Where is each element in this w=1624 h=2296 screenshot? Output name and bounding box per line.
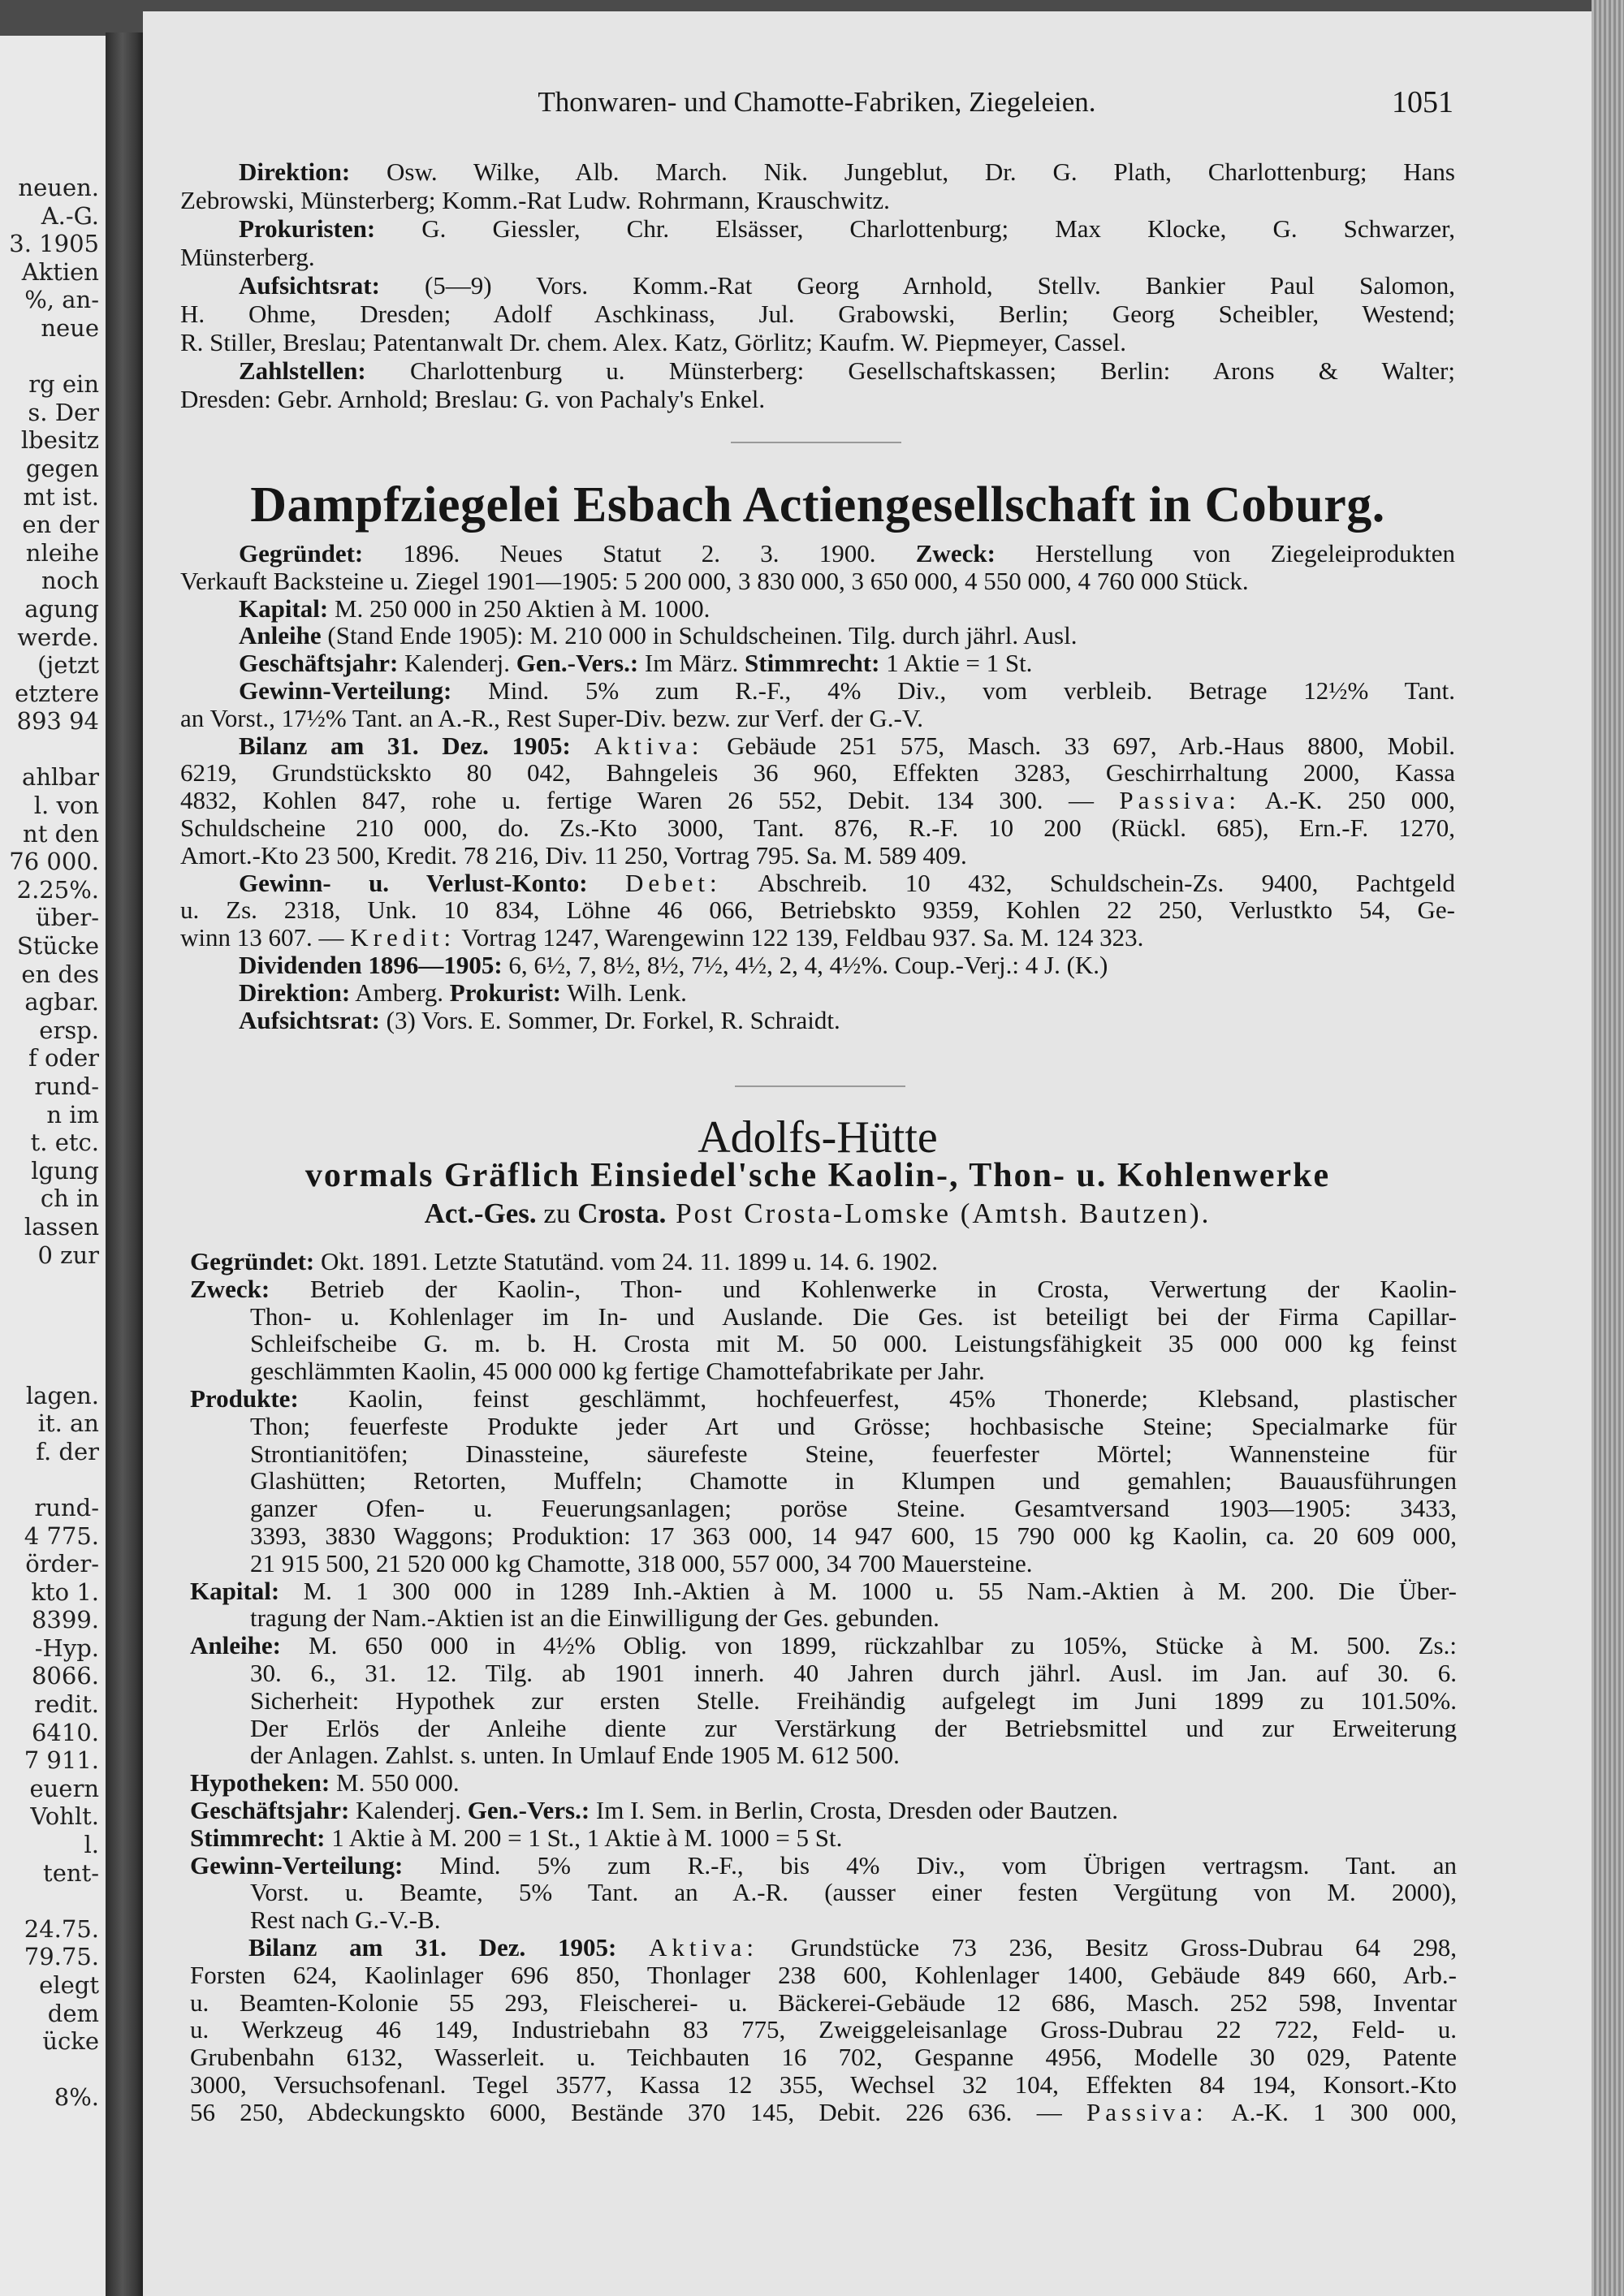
text: Vorst. u. Beamte, 5% Tant. an A.-R. (ausser einer festen Vergütung von M. 2000), [250, 1878, 1457, 1907]
paragraph [180, 158, 1455, 214]
text: Der Erlös der Anleihe diente zur Verstärkung der Betriebsmittel und zur Erweiterung [250, 1713, 1457, 1742]
text: Forsten 624, Kaolinlager 696 850, Thonlager 238 600, Kohlenlager 1400, Gebäude 849 660, Arb.- [190, 1960, 1457, 1989]
text-line [180, 622, 1455, 650]
text: Wilh. Lenk. [560, 978, 687, 1007]
company-title-dampfziegelei: Dampfziegelei Esbach Actiengesellschaft in Coburg. [250, 477, 1385, 533]
text [616, 1933, 649, 1962]
fragment-line: l. [84, 1831, 99, 1859]
text-line [180, 870, 1455, 897]
text-line [180, 540, 1455, 568]
text: u. Werkzeug 46 149, Industriebahn 83 775, Zweiggeleisanlage Gross-Dubrau 22 722, Feld- u. [190, 2015, 1457, 2044]
fragment-line: en der [22, 511, 99, 539]
paragraph [180, 540, 1455, 595]
text-line [180, 214, 1455, 243]
text: tragung der Nam.-Aktien ist an die Einwilligung der Ges. gebunden. [250, 1603, 939, 1633]
fragment-line [0, 1465, 99, 1494]
text-line [180, 1007, 1455, 1034]
fragment-line: agung [24, 594, 99, 623]
text-line [190, 1385, 1457, 1413]
text: 30. 6., 31. 12. Tilg. ab 1901 innerh. 40 Jahren durch jährl. Ausl. im Jan. auf 30. 6. [250, 1658, 1457, 1687]
entry-adolfs-huette [190, 1248, 1457, 2126]
field-label: Hypotheken: [190, 1768, 330, 1798]
paragraph [190, 1824, 1457, 1852]
text-line [180, 732, 1455, 760]
text-line [190, 1248, 1457, 1275]
text: Abschreib. 10 432, Schuldschein-Zs. 9400, Pachtgeld [721, 868, 1456, 897]
fragment-line: lassen [24, 1212, 99, 1241]
text: M. 650 000 in 4½% Oblig. von 1899, rückzahlbar zu 105%, Stücke à M. 500. Zs.: [280, 1631, 1457, 1660]
text-line [190, 1715, 1457, 1742]
fragment-line: neuen. [18, 174, 99, 201]
company-title-adolfs-huette: Adolfs-Hütte [698, 1112, 938, 1163]
field-label: Dividenden 1896—1905: [239, 950, 503, 979]
text-line [180, 568, 1455, 595]
section-divider [731, 442, 901, 443]
fragment-line: ersp. [39, 1016, 99, 1044]
fragment-line: it. an [37, 1409, 99, 1438]
text-line [180, 705, 1455, 732]
text-line [190, 1687, 1457, 1715]
text: A.-K. 250 000, [1241, 786, 1455, 815]
fragment-line: redit. [34, 1690, 99, 1719]
text [571, 732, 594, 760]
text: Glashütten; Retorten, Muffeln; Chamotte in Klumpen und gemahlen; Bauausführungen [250, 1466, 1457, 1495]
fragment-line: 2.25%. [16, 875, 99, 904]
field-label: Stimmrecht: [190, 1823, 326, 1852]
field-label: Aufsichtsrat: [239, 271, 380, 300]
fragment-line: Aktien [21, 257, 99, 286]
text: Kalenderj. [349, 1795, 468, 1824]
field-label: Kapital: [190, 1576, 280, 1605]
text: Betrieb der Kaolin-, Thon- und Kohlenwerke in Crosta, Verwertung der Kaolin- [270, 1274, 1457, 1303]
text-line [190, 1879, 1457, 1906]
company-form: Act.-Ges. [424, 1198, 537, 1229]
fragment-line: 8066. [31, 1662, 99, 1690]
field-label: Gewinn-Verteilung: [239, 675, 452, 705]
fragment-line: über- [35, 904, 99, 932]
fragment-line: werde. [17, 623, 99, 651]
field-label: Kapital: [239, 593, 329, 623]
paragraph [190, 1275, 1457, 1385]
text: an Vorst., 17½% Tant. an A.-R., Rest Super-Div. bezw. zur Verf. der G.-V. [180, 703, 924, 732]
text-line [180, 896, 1455, 924]
previous-page-fragment [0, 36, 106, 2296]
text-line [180, 356, 1455, 385]
text-line [180, 677, 1455, 705]
fragment-line: f. der [36, 1437, 99, 1465]
text-line [190, 2016, 1457, 2044]
text-line [190, 1330, 1457, 1357]
paragraph [190, 1852, 1457, 1934]
text: u. Zs. 2318, Unk. 10 834, Löhne 46 066, Betriebskto 9359, Kohlen 22 250, Verlustkto 54, Ge- [180, 896, 1455, 925]
text-line [190, 1934, 1457, 1962]
fragment-line: neue [41, 313, 99, 342]
fragment-line: ahlbar [22, 763, 99, 792]
text: Grubenbahn 6132, Wasserleit. u. Teichbauten 16 702, Gespanne 4956, Modelle 30 029, Patente [190, 2043, 1457, 2072]
postal-address: Post Crosta-Lomske (Amtsh. Bautzen). [666, 1198, 1212, 1229]
paragraph [180, 271, 1455, 356]
fragment-line: lagen. [25, 1381, 99, 1409]
fragment-line: elegt [39, 1971, 99, 1999]
text: Münsterberg. [180, 243, 315, 271]
text: Schuldscheine 210 000, do. Zs.-Kto 3000, Tant. 876, R.-F. 10 200 (Rückl. 685), Ern.-F. 1270, [180, 813, 1455, 842]
text: 1896. Neues Statut 2. 3. 1900. [363, 539, 916, 568]
text-line [190, 1467, 1457, 1495]
field-label: Gegründet: [239, 539, 364, 568]
text: H. Ohme, Dresden; Adolf Aschkinass, Jul. Grabowski, Berlin; Georg Scheibler, Westend; [180, 300, 1455, 328]
paragraph [180, 732, 1455, 870]
text: 56 250, Abdeckungskto 6000, Bestände 370 145, Debit. 226 636. — [190, 2097, 1086, 2126]
company-location [180, 1197, 1455, 1231]
text: (Stand Ende 1905): M. 210 000 in Schuldscheinen. Tilg. durch jährl. Ausl. [321, 621, 1078, 650]
text-line [190, 1604, 1457, 1632]
paragraph [180, 870, 1455, 952]
text: u. Beamten-Kolonie 55 293, Fleischerei- u. Bäckerei-Gebäude 12 686, Masch. 252 598, Inventar [190, 1987, 1457, 2017]
text: Charlottenburg u. Münsterberg: Gesellschaftskassen; Berlin: Arons & Walter; [365, 356, 1455, 385]
text-line [190, 1495, 1457, 1522]
field-label: Direktion: [239, 158, 351, 186]
fragment-line: 893 94 [16, 707, 99, 736]
fragment-line: l. von [33, 792, 99, 820]
text: (3) Vors. E. Sommer, Dr. Forkel, R. Schraidt. [379, 1005, 840, 1034]
spaced-heading: Aktiva: [594, 731, 704, 760]
text: M. 250 000 in 250 Aktien à M. 1000. [328, 593, 710, 623]
fragment-line: ch in [40, 1185, 99, 1213]
text: Strontianitöfen; Dinassteine, säurefeste Steine, feuerfester Mörtel; Wannensteine für [250, 1439, 1457, 1468]
spaced-heading: Kredit: [350, 923, 456, 952]
text-line [180, 186, 1455, 214]
fragment-line: etztere [15, 679, 99, 707]
fragment-line: mt ist. [23, 482, 99, 511]
text: Vortrag 1247, Warengewinn 122 139, Feldbau 937. Sa. M. 124 323. [456, 923, 1144, 952]
paragraph [180, 979, 1455, 1007]
fragment-line: -Hyp. [34, 1634, 99, 1662]
fragment-line [0, 1297, 99, 1326]
field-label: Anleihe: [190, 1631, 281, 1660]
text: geschlämmten Kaolin, 45 000 000 kg fertige Chamottefabrikate per Jahr. [250, 1357, 985, 1386]
text: Kaolin, feinst geschlämmt, hochfeuerfest, 45% Thonerde; Klebsand, plastischer [298, 1383, 1457, 1413]
paragraph [180, 214, 1455, 271]
paragraph [190, 1769, 1457, 1797]
field-label: Gewinn-Verteilung: [190, 1850, 404, 1880]
fragment-line: euern [29, 1774, 99, 1802]
text: Amberg. [350, 978, 450, 1007]
field-label: Produkte: [190, 1383, 299, 1413]
text-line [180, 158, 1455, 186]
text-line [180, 787, 1455, 814]
spaced-heading: Debet: [624, 868, 722, 897]
text-line [180, 814, 1455, 842]
fragment-line: rund- [34, 1493, 99, 1521]
text-line [180, 924, 1455, 952]
text: 6219, Grundstückskto 80 042, Bahngeleis 36 960, Effekten 3283, Geschirrhaltung 2000, Kassa [180, 758, 1455, 788]
fragment-line: 6410. [31, 1718, 99, 1746]
text [588, 869, 625, 897]
page-edge [1592, 0, 1624, 2296]
field-label: Bilanz am 31. Dez. 1905: [248, 1932, 617, 1962]
field-label: Stimmrecht: [745, 649, 880, 678]
fragment-line: lgung [31, 1156, 99, 1185]
text-line [180, 328, 1455, 356]
fragment-line: kto 1. [31, 1577, 99, 1606]
fragment-line [0, 1353, 99, 1382]
running-title: Thonwaren- und Chamotte-Fabriken, Ziegeleien. [538, 86, 1096, 118]
text: (5—9) Vors. Komm.-Rat Georg Arnhold, Stellv. Bankier Paul Salomon, [379, 271, 1455, 300]
text-line [190, 2071, 1457, 2099]
text-line [190, 1852, 1457, 1880]
fragment-line: 8%. [54, 2083, 99, 2112]
paragraph [190, 1577, 1457, 1633]
fragment-line [0, 343, 99, 371]
fragment-line: 4 775. [24, 1521, 99, 1550]
fragment-line [0, 2056, 99, 2084]
fragment-line: nleihe [25, 538, 99, 567]
paragraph [180, 622, 1455, 650]
text-line [190, 1413, 1457, 1440]
text-line [190, 1550, 1457, 1577]
paragraph [190, 1385, 1457, 1577]
fragment-line: gegen [25, 454, 99, 482]
paragraph [180, 1007, 1455, 1034]
text-line [190, 2099, 1457, 2126]
fragment-line: t. etc. [30, 1129, 99, 1157]
field-label: Gewinn- u. Verlust-Konto: [239, 868, 588, 897]
fragment-line: 79.75. [24, 1943, 99, 1971]
text: Zebrowski, Münsterberg; Komm.-Rat Ludw. Rohrmann, Krauschwitz. [180, 186, 890, 214]
text-line [190, 1741, 1457, 1769]
fragment-line: lbesitz [20, 426, 99, 455]
text-line [190, 1769, 1457, 1797]
text-line [180, 300, 1455, 328]
field-label: Prokurist: [449, 978, 561, 1007]
text: 6, 6½, 7, 8½, 8½, 7½, 4½, 2, 4, 4½%. Coup.-Verj.: 4 J. (K.) [502, 950, 1108, 979]
spaced-heading: Passiva: [1086, 2097, 1208, 2126]
paragraph [190, 1934, 1457, 2126]
paragraph [190, 1248, 1457, 1275]
fragment-line: f oder [28, 1044, 99, 1072]
field-label: Geschäftsjahr: [190, 1795, 350, 1824]
text: Grundstücke 73 236, Besitz Gross-Dubrau 64 298, [758, 1932, 1457, 1962]
text-line [190, 1440, 1457, 1468]
text: der Anlagen. Zahlst. s. unten. In Umlauf Ende 1905 M. 612 500. [250, 1741, 900, 1770]
fragment-line: rg ein [28, 370, 99, 399]
text: Mind. 5% zum R.-F., bis 4% Div., vom Übrigen vertragsm. Tant. an [403, 1850, 1457, 1880]
entry-continuation [180, 158, 1455, 413]
fragment-line: Vohlt. [30, 1802, 99, 1831]
text: Im I. Sem. in Berlin, Crosta, Dresden oder Bautzen. [590, 1795, 1119, 1824]
fragment-line: %, an- [24, 286, 99, 314]
previous-page-text [0, 174, 99, 2112]
text: 4832, Kohlen 847, rohe u. fertige Waren 26 552, Debit. 134 300. — [180, 786, 1120, 815]
fragment-line: n im [46, 1100, 99, 1129]
fragment-line: s. Der [28, 398, 99, 426]
text: 1 Aktie à M. 200 = 1 St., 1 Aktie à M. 1000 = 5 St. [325, 1823, 843, 1852]
spaced-heading: Aktiva: [649, 1932, 759, 1962]
location-prep: zu [536, 1198, 578, 1229]
fragment-line [0, 1269, 99, 1297]
paragraph [180, 677, 1455, 732]
text: Verkauft Backsteine u. Ziegel 1901—1905: 5 200 000, 3 830 000, 3 650 000, 4 550 000, 4 760 000 Stück. [180, 566, 1249, 595]
fragment-line: 3. 1905 [9, 230, 99, 258]
text: Osw. Wilke, Alb. March. Nik. Jungeblut, Dr. G. Plath, Charlottenburg; Hans [350, 158, 1455, 186]
fragment-line [0, 1887, 99, 1915]
text: 21 915 500, 21 520 000 kg Chamotte, 318 000, 557 000, 34 700 Mauersteine. [250, 1548, 1033, 1577]
text: A.-K. 1 300 000, [1207, 2097, 1457, 2126]
page-number: 1051 [1392, 85, 1453, 119]
fragment-line: 0 zur [37, 1241, 99, 1269]
text: 3000, Versuchsofenanl. Tegel 3577, Kassa 12 355, Wechsel 32 104, Effekten 84 194, Konsort.-Kto [190, 2069, 1457, 2099]
paragraph [190, 1632, 1457, 1769]
paragraph [180, 650, 1455, 677]
text: Herstellung von Ziegeleiprodukten [995, 539, 1455, 568]
text: Dresden: Gebr. Arnhold; Breslau: G. von Pachaly's Enkel. [180, 385, 766, 413]
text-line [180, 385, 1455, 413]
text: Amort.-Kto 23 500, Kredit. 78 216, Div. 11 250, Vortrag 795. Sa. M. 589 409. [180, 840, 967, 870]
text: M. 550 000. [330, 1768, 460, 1798]
text: G. Giessler, Chr. Elsässer, Charlottenburg; Max Klocke, G. Schwarzer, [375, 214, 1455, 243]
fragment-line: dem [47, 1999, 99, 2027]
field-label: Anleihe [239, 621, 322, 650]
paragraph [180, 595, 1455, 623]
text-line [190, 1275, 1457, 1303]
fragment-line: A.-G. [41, 201, 99, 230]
paragraph [190, 1797, 1457, 1824]
fragment-line: (jetzt [37, 651, 99, 680]
field-label: Gen.-Vers.: [467, 1795, 590, 1824]
fragment-line: Stücke [16, 932, 99, 960]
text-line [190, 1522, 1457, 1550]
text: M. 1 300 000 in 1289 Inh.-Aktien à M. 1000 u. 55 Nam.-Aktien à M. 200. Die Über- [279, 1576, 1457, 1605]
text-line [180, 842, 1455, 870]
running-header [180, 84, 1453, 120]
text-line [190, 1632, 1457, 1659]
text-line [190, 2044, 1457, 2071]
text: Mind. 5% zum R.-F., 4% Div., vom verbleib. Betrage 12½% Tant. [451, 675, 1455, 705]
text-line [180, 759, 1455, 787]
company-subtitle: vormals Gräflich Einsiedel'sche Kaolin-, Thon- u. Kohlenwerke [304, 1157, 1331, 1194]
text: Sicherheit: Hypothek zur ersten Stelle. Freihändig aufgelegt im Juni 1899 zu 101.50%. [250, 1685, 1457, 1715]
text-line [190, 1659, 1457, 1687]
fragment-line: 24.75. [24, 1914, 99, 1943]
text-line [190, 1357, 1457, 1385]
text-line [190, 1962, 1457, 1989]
text: Rest nach G.-V.-B. [250, 1905, 441, 1935]
text-line [180, 595, 1455, 623]
text: 3393, 3830 Waggons; Produktion: 17 363 000, 14 947 600, 15 790 000 kg Kaolin, ca. 20 609 000, [250, 1521, 1457, 1550]
text-line [180, 650, 1455, 677]
fragment-line: rund- [34, 1072, 99, 1100]
text-line [180, 271, 1455, 300]
paragraph [180, 952, 1455, 979]
fragment-line: agbar. [24, 988, 99, 1016]
text: Schleifscheibe G. m. b. H. Crosta mit M. 50 000. Leistungsfähigkeit 35 000 000 kg feinst [250, 1329, 1457, 1358]
field-label: Aufsichtsrat: [239, 1005, 380, 1034]
book-gutter [106, 32, 143, 2296]
paragraph [180, 356, 1455, 413]
text-line [180, 979, 1455, 1007]
fragment-line [0, 736, 99, 764]
text-line [180, 243, 1455, 271]
fragment-line: 76 000. [9, 848, 99, 876]
text: Okt. 1891. Letzte Statutänd. vom 24. 11. 1899 u. 14. 6. 1902. [314, 1247, 939, 1275]
text: 1 Aktie = 1 St. [879, 649, 1033, 678]
field-label: Gegründet: [190, 1247, 315, 1275]
text-line [180, 952, 1455, 979]
text-line [190, 1577, 1457, 1605]
text-line [190, 1906, 1457, 1934]
field-label: Direktion: [239, 978, 351, 1007]
fragment-line: örder- [25, 1550, 99, 1578]
text-line [190, 1824, 1457, 1852]
text: Thon; feuerfeste Produkte jeder Art und Grösse; hochbasische Steine; Specialmarke für [250, 1411, 1457, 1440]
text-line [190, 1303, 1457, 1331]
field-label: Zahlstellen: [239, 356, 366, 385]
field-label: Gen.-Vers.: [516, 649, 639, 678]
spaced-heading: Passiva: [1119, 786, 1242, 815]
text-line [190, 1797, 1457, 1824]
fragment-line: nt den [23, 819, 99, 848]
fragment-line: tent- [43, 1858, 99, 1887]
text: ganzer Ofen- u. Feuerungsanlagen; poröse Steine. Gesamtversand 1903—1905: 3433, [250, 1494, 1457, 1523]
text-line [190, 1989, 1457, 2017]
text: Thon- u. Kohlenlager im In- und Auslande. Die Ges. ist beteiligt bei der Firma Capillar- [250, 1301, 1457, 1331]
field-label: Zweck: [915, 539, 996, 568]
text: winn 13 607. — [180, 923, 351, 952]
location-city: Crosta. [577, 1198, 667, 1229]
fragment-line: 8399. [31, 1606, 99, 1634]
fragment-line [0, 1325, 99, 1353]
entry-dampfziegelei-esbach [180, 540, 1455, 1034]
text: Gebäude 251 575, Masch. 33 697, Arb.-Haus 8800, Mobil. [703, 731, 1455, 760]
field-label: Geschäftsjahr: [239, 649, 399, 678]
field-label: Zweck: [190, 1274, 270, 1303]
fragment-line: 7 911. [24, 1746, 99, 1775]
text: Kalenderj. [398, 649, 516, 678]
fragment-line: en des [21, 960, 99, 988]
field-label: Prokuristen: [239, 214, 376, 243]
text: Im März. [638, 649, 745, 678]
fragment-line: noch [41, 567, 99, 595]
text: R. Stiller, Breslau; Patentanwalt Dr. chem. Alex. Katz, Görlitz; Kaufm. W. Piepmeyer, Cassel. [180, 328, 1126, 356]
section-divider [735, 1085, 905, 1087]
fragment-line: ücke [42, 2027, 99, 2056]
field-label: Bilanz am 31. Dez. 1905: [239, 731, 571, 760]
